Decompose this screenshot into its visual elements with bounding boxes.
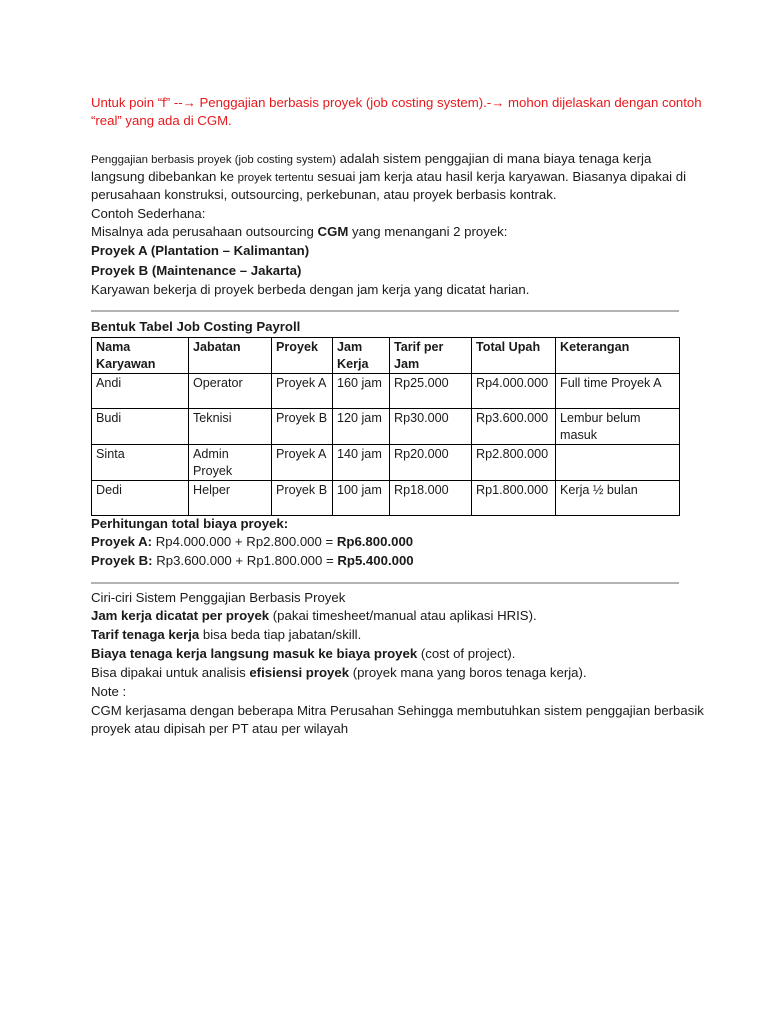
cell-keterangan: Kerja ½ bulan xyxy=(556,481,680,516)
cell-total-upah: Rp3.600.000 xyxy=(472,409,556,445)
cell-tarif: Rp30.000 xyxy=(390,409,472,445)
cell-total-upah: Rp1.800.000 xyxy=(472,481,556,516)
table-header-row xyxy=(92,338,680,374)
term-proyek-tertentu: proyek tertentu xyxy=(237,172,314,184)
cell-nama: Andi xyxy=(92,374,189,409)
divider xyxy=(91,582,679,584)
feature-item: Biaya tenaga kerja langsung masuk ke biaya proyek (cost of project). xyxy=(91,646,516,661)
cell-jabatan: Operator xyxy=(189,374,272,409)
header-tarif-per-jam: Tarif per Jam xyxy=(390,338,472,374)
cell-proyek: Proyek A xyxy=(272,374,333,409)
cell-jam-kerja: 160 jam xyxy=(333,374,390,409)
note-label: Note : xyxy=(91,684,127,699)
example-label: Contoh Sederhana: xyxy=(91,206,206,221)
header-jam-kerja: Jam Kerja xyxy=(333,338,390,374)
cell-proyek: Proyek B xyxy=(272,409,333,445)
note-line-1: CGM kerjasama dengan beberapa Mitra Perusahan Sehingga membutuhkan sistem penggajian berbasik xyxy=(91,703,704,718)
intro-line-3: perusahaan konstruksi, outsourcing, perkebunan, atau proyek berbasis kontrak. xyxy=(91,187,557,202)
cell-jam-kerja: 140 jam xyxy=(333,445,390,481)
cell-jam-kerja: 100 jam xyxy=(333,481,390,516)
total-proyek-b: Proyek B: Rp3.600.000 + Rp1.800.000 = Rp5.400.000 xyxy=(91,553,414,568)
header-total-upah: Total Upah xyxy=(472,338,556,374)
totals-heading: Perhitungan total biaya proyek: xyxy=(91,516,289,531)
job-costing-table xyxy=(91,337,680,516)
cell-tarif: Rp18.000 xyxy=(390,481,472,516)
cell-jabatan: Teknisi xyxy=(189,409,272,445)
table-row xyxy=(92,409,680,445)
intro-line-1: Penggajian berbasis proyek (job costing system) adalah sistem penggajian di mana biaya tenaga kerja xyxy=(91,151,652,166)
table-title: Bentuk Tabel Job Costing Payroll xyxy=(91,319,301,334)
header-keterangan: Keterangan xyxy=(556,338,680,374)
table-row xyxy=(92,445,680,481)
cell-jabatan: Helper xyxy=(189,481,272,516)
example-line: Misalnya ada perusahaan outsourcing CGM yang menangani 2 proyek: xyxy=(91,224,508,239)
total-proyek-a: Proyek A: Rp4.000.000 + Rp2.800.000 = Rp6.800.000 xyxy=(91,534,414,549)
cell-nama: Dedi xyxy=(92,481,189,516)
request-line-2: “real” yang ada di CGM. xyxy=(91,113,232,128)
cell-proyek: Proyek B xyxy=(272,481,333,516)
cell-total-upah: Rp4.000.000 xyxy=(472,374,556,409)
cell-keterangan: Full time Proyek A xyxy=(556,374,680,409)
cell-nama: Budi xyxy=(92,409,189,445)
intro-closing: Karyawan bekerja di proyek berbeda dengan jam kerja yang dicatat harian. xyxy=(91,282,530,297)
features-heading: Ciri-ciri Sistem Penggajian Berbasis Proyek xyxy=(91,590,346,605)
cell-keterangan xyxy=(556,445,680,481)
project-a-line: Proyek A (Plantation – Kalimantan) xyxy=(91,243,310,258)
cell-total-upah: Rp2.800.000 xyxy=(472,445,556,481)
intro-line-2: langsung dibebankan ke proyek tertentu sesuai jam kerja atau hasil kerja karyawan. Biasanya dipakai di xyxy=(91,169,687,184)
cell-tarif: Rp20.000 xyxy=(390,445,472,481)
company-name: CGM xyxy=(317,224,349,239)
feature-item: Bisa dipakai untuk analisis efisiensi proyek (proyek mana yang boros tenaga kerja). xyxy=(91,665,587,680)
divider xyxy=(91,310,679,312)
cell-jabatan: Admin Proyek xyxy=(189,445,272,481)
note-line-2: proyek atau dipisah per PT atau per wilayah xyxy=(91,721,349,736)
cell-proyek: Proyek A xyxy=(272,445,333,481)
term-job-costing: Penggajian berbasis proyek (job costing system) xyxy=(91,154,337,166)
cell-tarif: Rp25.000 xyxy=(390,374,472,409)
header-jabatan: Jabatan xyxy=(189,338,272,374)
project-b-line: Proyek B (Maintenance – Jakarta) xyxy=(91,263,302,278)
table-row xyxy=(92,481,680,516)
cell-keterangan: Lembur belum masuk xyxy=(556,409,680,445)
header-proyek: Proyek xyxy=(272,338,333,374)
request-line-1: Untuk poin “f” --→ Penggajian berbasis proyek (job costing system).-→ mohon dijelaskan dengan contoh xyxy=(91,95,702,110)
table-row xyxy=(92,374,680,409)
header-nama-karyawan: Nama Karyawan xyxy=(92,338,189,374)
feature-item: Tarif tenaga kerja bisa beda tiap jabatan/skill. xyxy=(91,627,362,642)
feature-item: Jam kerja dicatat per proyek (pakai timesheet/manual atau aplikasi HRIS). xyxy=(91,608,537,623)
cell-jam-kerja: 120 jam xyxy=(333,409,390,445)
cell-nama: Sinta xyxy=(92,445,189,481)
